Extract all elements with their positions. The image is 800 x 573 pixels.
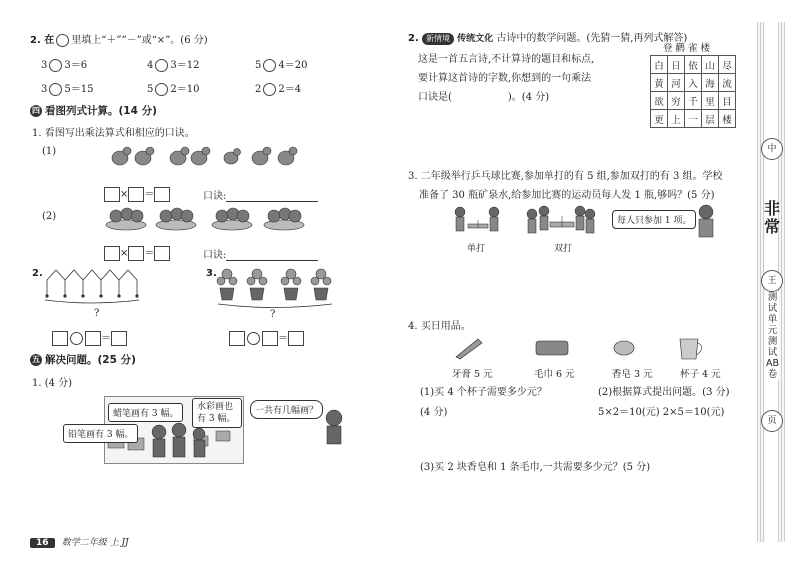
eq-operand: 3 bbox=[41, 60, 48, 71]
poem-question-line bbox=[418, 88, 549, 103]
answer-circle[interactable] bbox=[155, 59, 168, 72]
cup-icon bbox=[680, 339, 698, 359]
poem-char: 上 bbox=[668, 110, 685, 128]
poem-char: 依 bbox=[685, 56, 702, 74]
answer-box[interactable] bbox=[104, 246, 120, 261]
soap-icon bbox=[614, 341, 634, 355]
chicken-group-3 bbox=[252, 147, 297, 165]
times-sign: × bbox=[120, 189, 129, 200]
answer-box[interactable] bbox=[262, 331, 278, 346]
equation-row-2b bbox=[147, 80, 199, 96]
eq-rest: 5＝15 bbox=[64, 84, 94, 95]
left-q2-title bbox=[30, 31, 208, 47]
q3-text-line: 准备了 30 瓶矿泉水,给参加比赛的运动员每人发 1 瓶,够吗？(5 分) bbox=[419, 190, 715, 201]
poem-char: 里 bbox=[702, 92, 719, 110]
poem-char: 一 bbox=[685, 110, 702, 128]
stick-houses-illustration bbox=[42, 264, 157, 319]
section-number: 五 bbox=[32, 355, 40, 364]
eq-rest: 2＝10 bbox=[170, 84, 200, 95]
section-number: 四 bbox=[32, 106, 40, 115]
poem-char: 白 bbox=[651, 56, 668, 74]
answer-box[interactable] bbox=[85, 331, 101, 346]
q4-sub2-formula: 5×2＝10(元) 2×5＝10(元) bbox=[598, 407, 725, 418]
speech-bubble: 一共有几幅画？ bbox=[250, 400, 323, 419]
section-title: 看图列式计算。(14 分) bbox=[45, 105, 157, 117]
equals-sign: ＝ bbox=[144, 189, 155, 200]
times-sign: × bbox=[120, 248, 129, 259]
answer-box[interactable] bbox=[229, 331, 245, 346]
q2b-number: 2. bbox=[32, 268, 43, 279]
doubles-label: 双打 bbox=[554, 244, 573, 254]
poem-char: 穷 bbox=[668, 92, 685, 110]
answer-circle[interactable] bbox=[155, 83, 168, 96]
eq-operand: 2 bbox=[255, 84, 262, 95]
poem-char: 山 bbox=[702, 56, 719, 74]
toothpaste-icon bbox=[456, 339, 482, 359]
left-q1c-title: 1. (4 分) bbox=[32, 378, 73, 389]
answer-circle[interactable] bbox=[49, 83, 62, 96]
poem-char: 层 bbox=[702, 110, 719, 128]
spine-brand: 非常 bbox=[763, 199, 780, 236]
q2b-answer-row bbox=[52, 329, 127, 346]
q4-title: 4. 买日用品。 bbox=[408, 321, 471, 332]
eq-operand: 4 bbox=[147, 60, 154, 71]
eq-rest: 2＝4 bbox=[278, 84, 302, 95]
daily-items-illustration bbox=[448, 333, 718, 361]
towel-icon bbox=[536, 341, 568, 355]
q2b-question-mark: ? bbox=[94, 308, 100, 319]
poem-char: 日 bbox=[668, 56, 685, 74]
speech-bubble: 水彩画也有 3 幅。 bbox=[192, 398, 242, 428]
chicken-group-1 bbox=[112, 147, 154, 165]
chicken-illustration bbox=[108, 140, 313, 172]
singles-label: 单打 bbox=[467, 244, 486, 254]
poem-char: 尽 bbox=[719, 56, 736, 74]
poem-answer-prefix: 口诀是( bbox=[418, 92, 452, 103]
spine-series-title: 测试单元测试AB卷 bbox=[766, 292, 780, 380]
koujue-row-1 bbox=[203, 187, 318, 202]
answer-box[interactable] bbox=[111, 331, 127, 346]
q4-sub3: (3)买 2 块香皂和 1 条毛巾,一共需要多少元？(5 分) bbox=[420, 462, 651, 473]
answer-circle[interactable] bbox=[49, 59, 62, 72]
eq-rest: 3＝12 bbox=[170, 60, 200, 71]
answer-circle[interactable] bbox=[263, 59, 276, 72]
poem-title: 登 鹳 雀 楼 bbox=[663, 43, 711, 54]
equation-row-1b bbox=[147, 56, 199, 72]
book-subject: 数学二年级 上 JJ bbox=[61, 538, 129, 548]
q3b-question-mark: ? bbox=[270, 309, 276, 320]
answer-box[interactable] bbox=[128, 187, 144, 202]
poem-question-line: 这是一首五言诗,不计算诗的题目和标点, bbox=[418, 54, 595, 65]
flower-pots-illustration bbox=[214, 264, 339, 314]
speech-bubble: 每人只参加 1 项。 bbox=[612, 210, 696, 229]
fruit-plates-illustration bbox=[104, 201, 309, 233]
culture-tag: 传统文化 bbox=[457, 34, 494, 44]
equation-row-2c bbox=[255, 80, 301, 96]
q3b-answer-row bbox=[229, 329, 304, 346]
q2-number: 2. bbox=[408, 33, 419, 44]
q4-sub1: (1)买 4 个杯子需要多少元？ bbox=[420, 387, 547, 398]
eq-operand: 3 bbox=[41, 84, 48, 95]
answer-box[interactable] bbox=[128, 246, 144, 261]
mult-answer-row-1 bbox=[104, 185, 170, 202]
koujue-label: 口诀: bbox=[203, 191, 227, 202]
spine-mark-circle: 中 bbox=[761, 138, 783, 160]
section-4-heading bbox=[30, 103, 157, 118]
equals-sign: ＝ bbox=[278, 333, 288, 344]
equation-row-1c bbox=[255, 56, 307, 72]
right-q2-title bbox=[408, 29, 687, 45]
q3-text-line: 3. 二年级举行乒乓球比赛,参加单打的有 5 组,参加双打的有 3 组。学校 bbox=[408, 171, 723, 182]
eq-rest: 4＝20 bbox=[278, 60, 308, 71]
spine-mark-circle: 页 bbox=[761, 410, 783, 432]
poem-char: 流 bbox=[719, 74, 736, 92]
left-q1-title: 1. 看图写出乘法算式和相应的口诀。 bbox=[32, 128, 195, 139]
equation-row-1 bbox=[41, 56, 87, 72]
poem-char: 更 bbox=[651, 110, 668, 128]
toothpaste-price: 牙膏 5 元 bbox=[452, 369, 493, 380]
poem-question-line: 要计算这首诗的字数,你想到的一句乘法 bbox=[418, 73, 592, 84]
q2-number: 2. 在 bbox=[30, 35, 55, 46]
towel-price: 毛巾 6 元 bbox=[534, 369, 575, 380]
equation-row-2 bbox=[41, 80, 93, 96]
answer-box[interactable] bbox=[52, 331, 68, 346]
q4-sub2: (2)根据算式提出问题。(3 分) bbox=[598, 387, 730, 398]
koujue-answer-line[interactable] bbox=[226, 250, 318, 261]
koujue-label: 口诀: bbox=[203, 250, 227, 261]
eq-operand: 5 bbox=[255, 60, 262, 71]
sub1-label: (1) bbox=[42, 146, 57, 157]
speech-bubble: 蜡笔画有 3 幅。 bbox=[108, 403, 183, 422]
poem-char: 楼 bbox=[719, 110, 736, 128]
poem-answer-suffix: )。(4 分) bbox=[507, 92, 550, 103]
spine-mark-circle: 王 bbox=[761, 270, 783, 292]
answer-circle[interactable] bbox=[263, 83, 276, 96]
answer-circle[interactable] bbox=[247, 332, 260, 345]
soap-price: 香皂 3 元 bbox=[612, 369, 653, 380]
poem-char: 千 bbox=[685, 92, 702, 110]
answer-box[interactable] bbox=[154, 187, 170, 202]
poem-char: 河 bbox=[668, 74, 685, 92]
koujue-row-2 bbox=[203, 246, 318, 261]
answer-box[interactable] bbox=[288, 331, 304, 346]
section-5-heading bbox=[30, 352, 136, 367]
speech-bubble: 铅笔画有 3 幅。 bbox=[63, 424, 138, 443]
answer-circle[interactable] bbox=[56, 34, 69, 47]
mult-answer-row-2 bbox=[104, 244, 170, 261]
q2-instruction: 里填上“＋”“－”或“×”。(6 分) bbox=[71, 35, 208, 46]
cup-price: 杯子 4 元 bbox=[680, 369, 721, 380]
sub2-label: (2) bbox=[42, 211, 57, 222]
q3b-number: 3. bbox=[206, 268, 217, 279]
eq-operand: 5 bbox=[147, 84, 154, 95]
eq-rest: 3＝6 bbox=[64, 60, 88, 71]
page-footer bbox=[30, 535, 129, 548]
q2-title-text: 古诗中的数学问题。(先猜一猜,再列式解答) bbox=[496, 33, 688, 44]
answer-circle[interactable] bbox=[70, 332, 83, 345]
poem-char: 入 bbox=[685, 74, 702, 92]
new-context-tag: 新情境 bbox=[422, 33, 454, 45]
poem-char: 欲 bbox=[651, 92, 668, 110]
page-number: 16 bbox=[30, 538, 55, 548]
equals-sign: ＝ bbox=[101, 333, 111, 344]
poem-char: 目 bbox=[719, 92, 736, 110]
poem-char: 黄 bbox=[651, 74, 668, 92]
section-title: 解决问题。(25 分) bbox=[45, 354, 136, 366]
chicken-group-2 bbox=[170, 147, 210, 165]
answer-box[interactable] bbox=[104, 187, 120, 202]
equals-sign: ＝ bbox=[144, 248, 155, 259]
poem-grid bbox=[650, 55, 736, 128]
answer-box[interactable] bbox=[154, 246, 170, 261]
q4-sub1-score: (4 分) bbox=[420, 407, 448, 418]
poem-char: 海 bbox=[702, 74, 719, 92]
